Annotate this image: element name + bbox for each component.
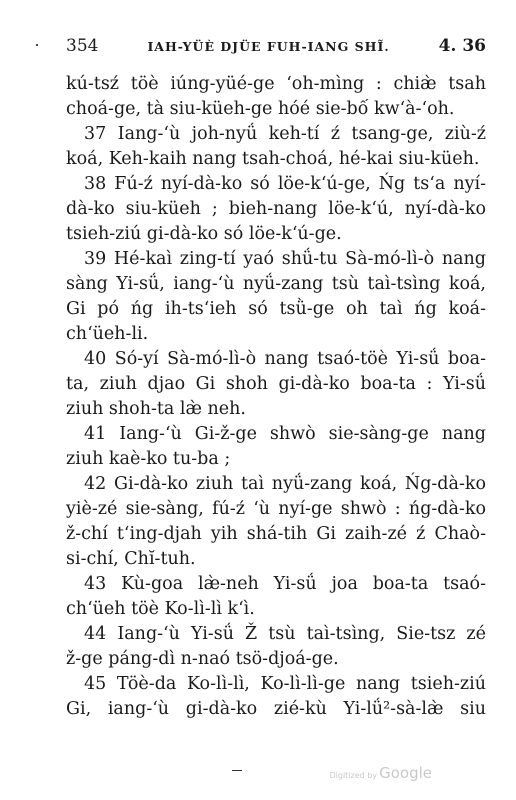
- text-line: koá, Keh-kaih nang tsah-choá, hé-kai siu-küeh.: [66, 149, 480, 169]
- text-line: 39 Hé-kaì zing-tí yaó shǘ-tu Sà-mó-lì-ò nang: [84, 249, 486, 269]
- footer-mark: [232, 770, 242, 771]
- text-line: ž-chí t‘ing-djah yih shá-tih Gi zaih-zé ź Chaò-: [66, 524, 486, 544]
- text-line: 42 Gi-dà-ko ziuh taì nyǘ-zang koá, Ńg-dà-ko: [84, 474, 486, 494]
- text-line: Gi pó ńg ih-ts‘ieh só tsǜ-ge oh taì ńg koá-: [66, 299, 486, 319]
- text-line: kú-tsź töè iúng-yüé-ge ‘oh-mìng : chiæ̀ tsah: [66, 74, 486, 94]
- text-line: 41 Iang-‘ù Gi-ž-ge shwò sie-sàng-ge nang: [84, 424, 486, 444]
- text-line: choá-ge, tà siu-küeh-ge hóé sie-bố kw‘à-‘oh.: [66, 99, 455, 119]
- text-line: ch‘üeh töè Ko-lì-lì k‘ì.: [66, 599, 255, 619]
- text-line: 43 Kù-goa læ̀-neh Yi-sǘ joa boa-ta tsaó-: [84, 574, 486, 594]
- text-line: 44 Iang-‘ù Yi-sǘ Ž tsù taì-tsìng, Sie-tsz zé: [84, 624, 486, 644]
- page-header: [66, 36, 486, 60]
- text-line: dà-ko siu-küeh ; bieh-nang löe-k‘ú, nyí-dà-ko: [66, 199, 486, 219]
- text-line: 38 Fú-ź nyí-dà-ko só löe-k‘ú-ge, Ńg ts‘a nyí-: [84, 174, 486, 194]
- chapter-reference: 4. 36: [438, 36, 486, 56]
- text-line: ziuh kaè-ko tu-ba ;: [66, 449, 231, 469]
- text-line: yiè-zé sie-sàng, fú-ź ‘ù nyí-ge shwò : ńg-dà-ko: [66, 499, 486, 519]
- page-number: 354: [66, 36, 99, 56]
- watermark-brand: Google: [379, 764, 432, 782]
- text-line: Gi, iang-‘ù gi-dà-ko zié-kù Yi-lǘ²-sà-læ̀ siu: [66, 699, 486, 719]
- text-line: ch‘üeh-li.: [66, 324, 149, 344]
- text-line: sàng Yi-sǘ, iang-‘ù nyǘ-zang tsù taì-tsìng koá,: [66, 274, 486, 294]
- text-line: ziuh shoh-ta læ̀ neh.: [66, 399, 246, 419]
- text-line: ta, ziuh djao Gi shoh gi-dà-ko boa-ta : Yi-sǘ: [66, 374, 486, 394]
- margin-dot: [36, 44, 38, 46]
- text-line: 40 Só-yí Sà-mó-lì-ò nang tsaó-töè Yi-sǘ boa-: [84, 349, 486, 369]
- text-line: 45 Töè-da Ko-lì-lì, Ko-lì-lì-ge nang tsieh-ziú: [84, 674, 486, 694]
- text-line: tsieh-ziú gi-dà-ko só löe-k‘ú-ge.: [66, 224, 342, 244]
- text-line: si-chí, Chĭ-tuh.: [66, 549, 196, 569]
- text-line: 37 Iang-‘ù joh-nyǘ keh-tí ź tsang-ge, ziù-ź: [84, 124, 486, 144]
- body-text: [66, 72, 486, 722]
- watermark-prefix: Digitized by: [329, 771, 378, 780]
- text-line: ž-ge páng-dì n-naó tsö-djoá-ge.: [66, 649, 339, 669]
- running-title: IAH-YÜÈ DJÜE FUH-IANG SHĨ.: [147, 39, 390, 54]
- digitized-watermark: [329, 764, 432, 782]
